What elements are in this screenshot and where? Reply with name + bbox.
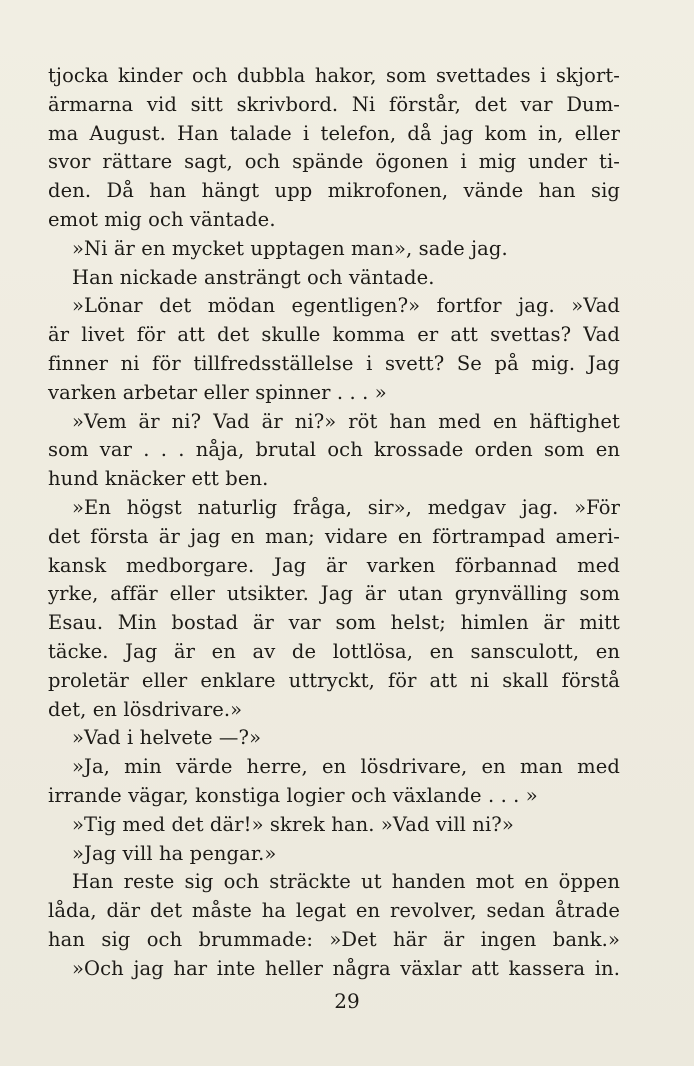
text-line: »Tig med det där!» skrek han. »Vad vill ni?»	[72, 812, 514, 836]
text-line: det första är jag en man; vidare en förtrampad ameri-	[48, 524, 620, 548]
text-line: proletär eller enklare uttryckt, för att ni skall förstå	[48, 668, 620, 692]
text-line: »Och jag har inte heller några växlar att kassera in.	[72, 956, 620, 980]
text-line: »Jag vill ha pengar.»	[72, 841, 277, 865]
text-line: finner ni för tillfredsställelse i svett? Se på mig. Jag	[48, 351, 620, 375]
text-line: varken arbetar eller spinner . . . »	[48, 380, 387, 404]
text-line: det, en lösdrivare.»	[48, 697, 243, 721]
text-line: den. Då han hängt upp mikrofonen, vände han sig	[48, 179, 620, 203]
text-line: »Vem är ni? Vad är ni?» röt han med en häftighet	[72, 409, 620, 433]
text-line: svor rättare sagt, och spände ögonen i mig under ti-	[48, 150, 620, 174]
text-line: ärmarna vid sitt skrivbord. Ni förstår, det var Dum-	[48, 92, 620, 116]
text-line: han sig och brummade: »Det här är ingen bank.»	[48, 927, 620, 951]
text-line: Han reste sig och sträckte ut handen mot en öppen	[72, 870, 620, 894]
text-line: »Ni är en mycket upptagen man», sade jag.	[72, 236, 508, 260]
text-line: irrande vägar, konstiga logier och växlande . . . »	[48, 783, 538, 807]
text-line: tjocka kinder och dubbla hakor, som svettades i skjort-	[48, 64, 620, 87]
text-line: »Ja, min värde herre, en lösdrivare, en man med	[72, 755, 620, 779]
text-line: Han nickade ansträngt och väntade.	[72, 265, 435, 289]
text-line: kansk medborgare. Jag är varken förbannad med	[48, 553, 620, 577]
text-line: »Vad i helvete —?»	[72, 726, 262, 750]
text-line: ma August. Han talade i telefon, då jag kom in, eller	[48, 121, 620, 145]
text-line: yrke, affär eller utsikter. Jag är utan grynvälling som	[48, 582, 620, 606]
text-line: »Lönar det mödan egentligen?» fortfor jag. »Vad	[72, 294, 620, 318]
text-line: låda, där det måste ha legat en revolver, sedan åtrade	[48, 899, 620, 923]
body-text	[48, 62, 620, 984]
text-line: täcke. Jag är en av de lottlösa, en sansculott, en	[48, 639, 620, 663]
text-line: »En högst naturlig fråga, sir», medgav jag. »För	[72, 495, 620, 519]
text-line: emot mig och väntade.	[48, 207, 276, 231]
text-line: är livet för att det skulle komma er att svettas? Vad	[48, 323, 620, 347]
text-line: hund knäcker ett ben.	[48, 467, 269, 491]
text-line: som var . . . nåja, brutal och krossade orden som en	[48, 438, 620, 462]
page-number: 29	[334, 989, 360, 1013]
text-line: Esau. Min bostad är var som helst; himlen är mitt	[48, 611, 620, 635]
